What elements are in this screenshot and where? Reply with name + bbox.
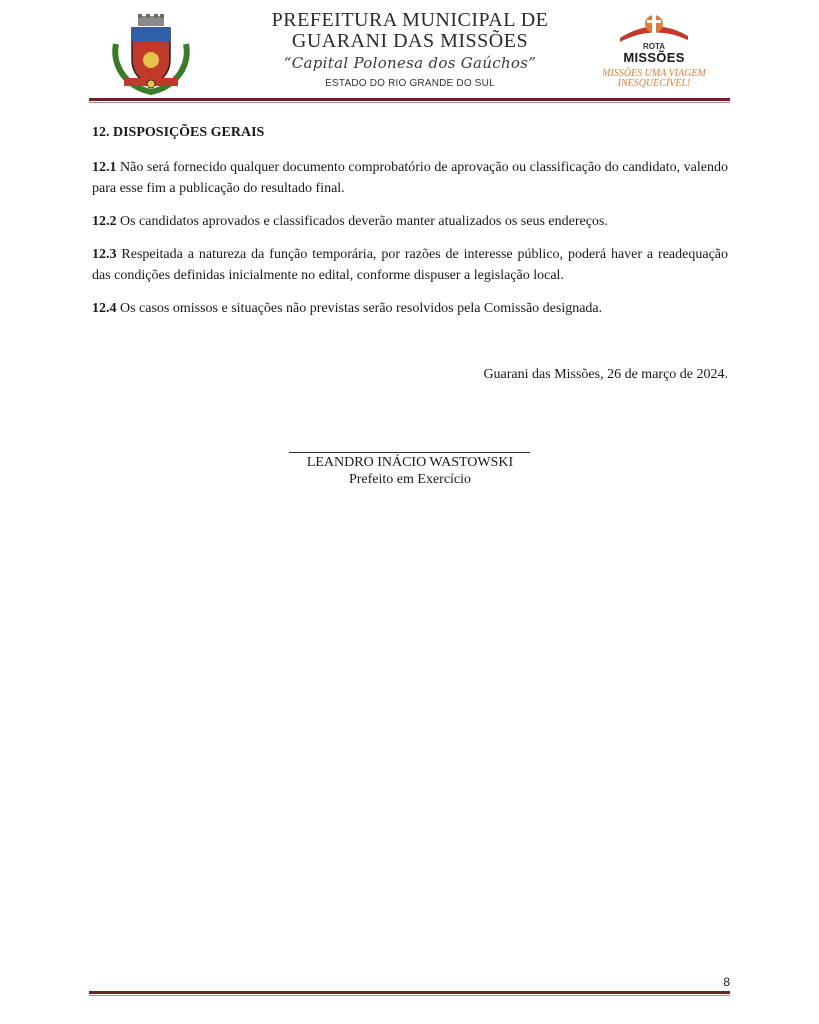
header-divider-thin <box>89 102 730 103</box>
municipal-coat-of-arms-logo <box>108 14 194 96</box>
clause-text: Os candidatos aprovados e classificados deverão manter atualizados os seus endereços. <box>116 214 608 229</box>
clause-12-2 <box>92 211 728 232</box>
clause-number: 12.1 <box>92 160 117 175</box>
clause-number: 12.3 <box>92 247 117 262</box>
section-heading: 12. DISPOSIÇÕES GERAIS <box>92 125 265 140</box>
clause-number: 12.2 <box>92 214 117 229</box>
rota-slogan <box>592 69 716 89</box>
document-body <box>92 122 728 331</box>
header-state: ESTADO DO RIO GRANDE DO SUL <box>325 78 495 89</box>
rota-slogan-line-1: MISSÕES UMA VIAGEM <box>602 68 706 79</box>
rota-missoes-emblem-icon <box>614 12 694 44</box>
clause-text: Não será fornecido qualquer documento comprobatório de aprovação ou classificação do candidato, valendo para esse fim a publicação do resultado final. <box>92 160 728 196</box>
signer-role: Prefeito em Exercício <box>348 472 472 487</box>
document-date: Guarani das Missões, 26 de março de 2024. <box>483 367 728 382</box>
clause-number: 12.4 <box>92 301 117 316</box>
page-header <box>0 0 819 106</box>
signer-name: LEANDRO INÁCIO WASTOWSKI <box>306 455 514 470</box>
rota-slogan-line-2: INESQUECÍVEL! <box>617 78 691 89</box>
footer-divider <box>89 991 730 994</box>
rota-name: MISSÕES <box>623 50 685 65</box>
clause-text: Os casos omissos e situações não previstas serão resolvidos pela Comissão designada. <box>116 301 603 316</box>
clause-12-1 <box>92 157 728 199</box>
clause-12-4 <box>92 298 728 319</box>
clause-12-3 <box>92 244 728 286</box>
header-motto: “Capital Polonesa dos Gaúchos” <box>283 54 537 72</box>
footer-divider-thin <box>89 995 730 996</box>
page-number: 8 <box>723 975 730 989</box>
header-divider <box>89 98 730 101</box>
rota-word: ROTA <box>642 42 666 51</box>
header-title-line-1: PREFEITURA MUNICIPAL DE <box>271 9 549 31</box>
header-title-line-2: GUARANI DAS MISSÕES <box>291 30 529 52</box>
clause-text: Respeitada a natureza da função temporária, por razões de interesse público, poderá haver a readequação das condições definidas inicialmente no edital, conforme dispuser a legislação local. <box>92 247 728 283</box>
signature-line <box>289 452 530 453</box>
rota-missoes-logo <box>598 12 710 96</box>
header-title-block <box>230 10 590 89</box>
